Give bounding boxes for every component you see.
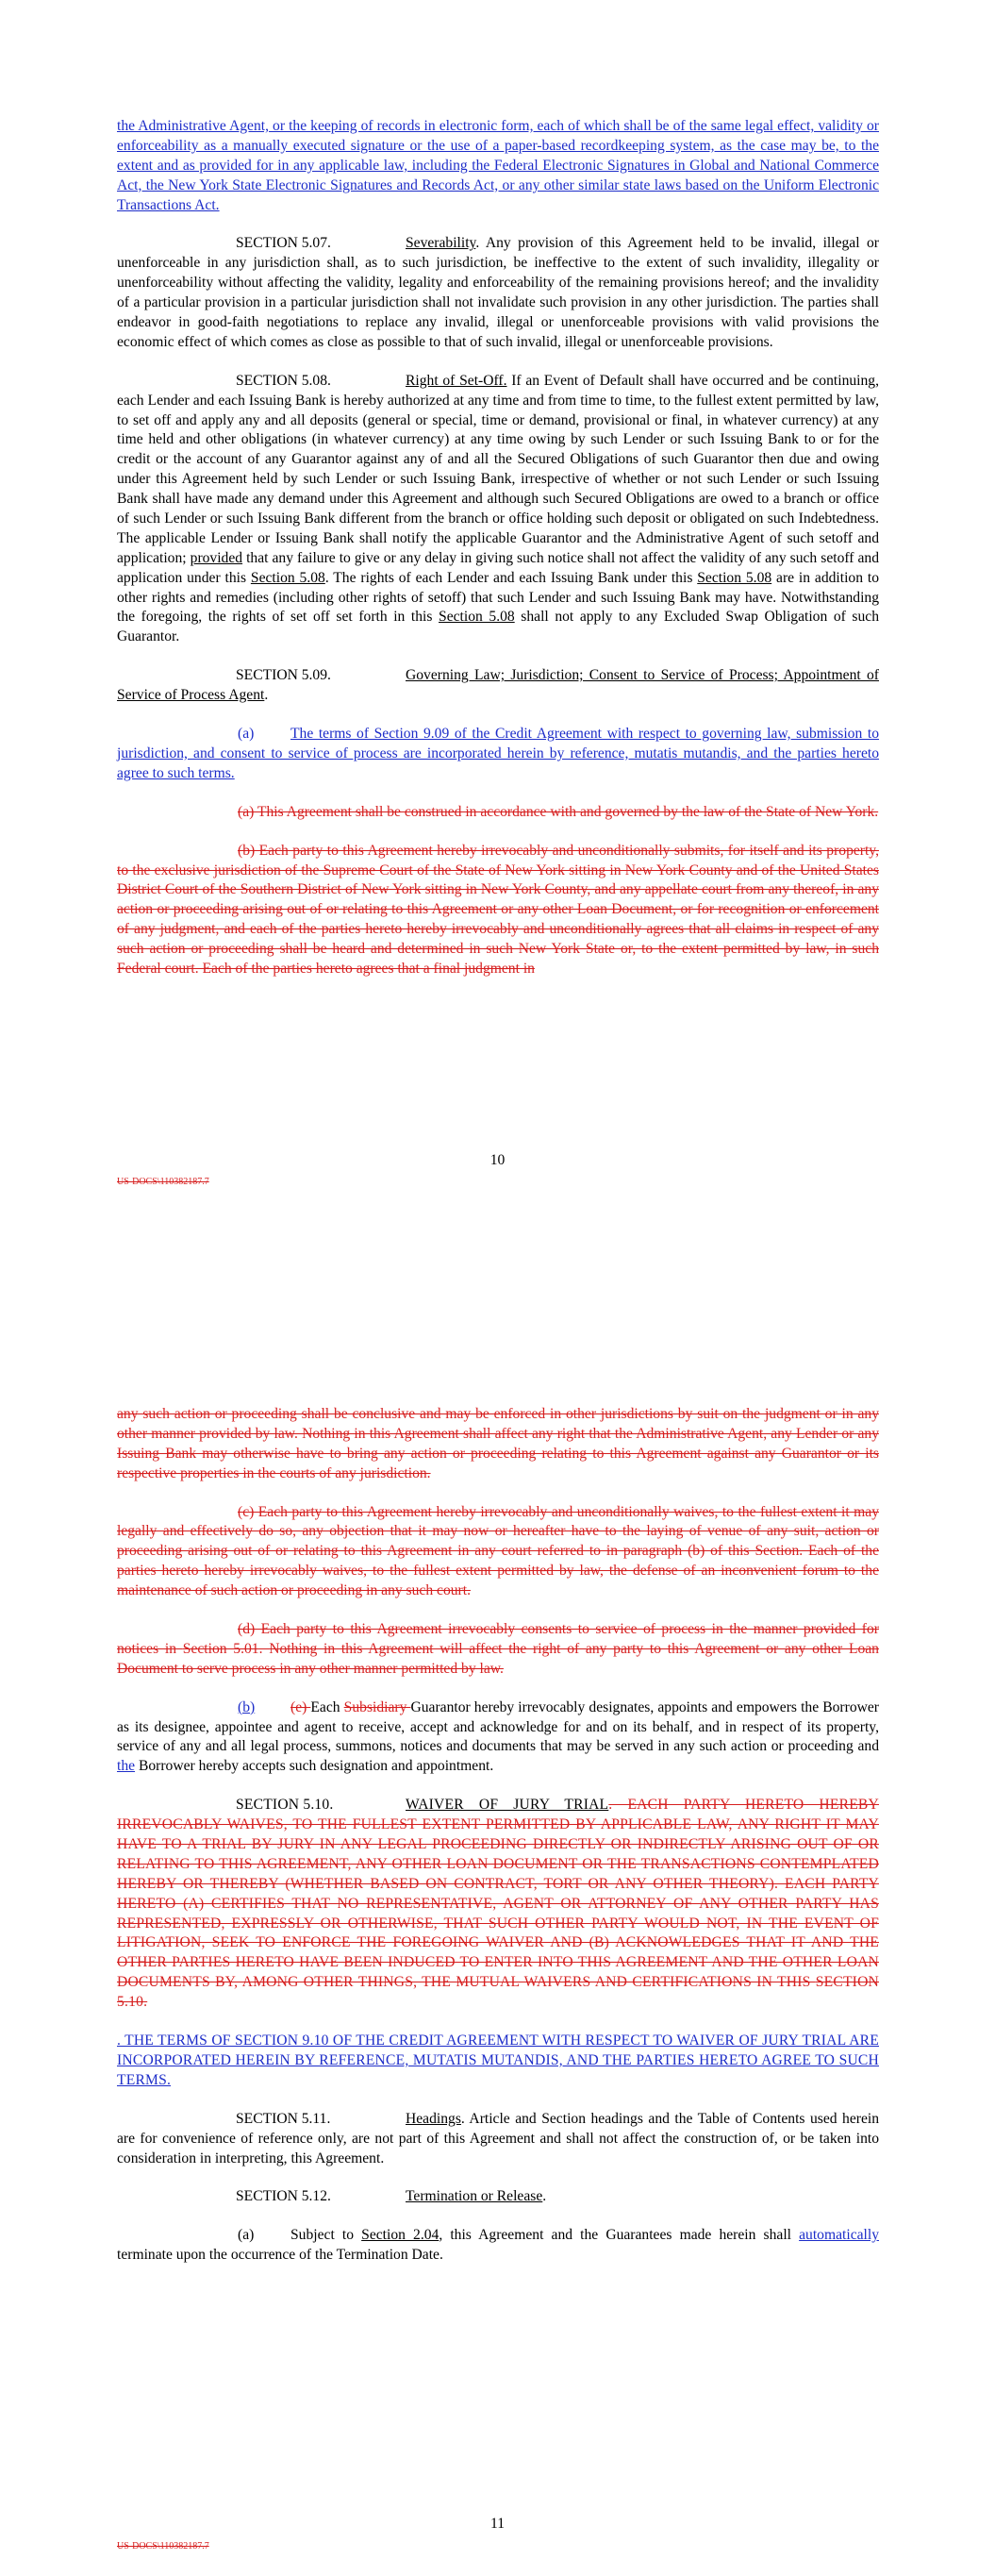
body-text: , this Agreement and the Guarantees made herein shall [439,2227,800,2244]
subsection-label [238,725,290,744]
deleted-text: (b) Each party to this Agreement hereby irrevocably and unconditionally submits, for itself and its property, to the exclusive jurisdiction of the Supreme Court of the State of New York sitting in New York County and of the United States District Court of the Southern District of New York sitting in New York County, and any appellate court from any thereof, in any action or proceeding arising out of or relating to this Agreement or any other Loan Document, or for recognition or enforcement of any judgment, and each of the parties hereto hereby irrevocably and unconditionally agrees that all claims in respect of any such action or proceeding shall be heard and determined in such New York State or, to the extent permitted by law, in such Federal court. Each of the parties hereto agrees that a final judgment in [117,842,879,977]
provided-term: provided [190,549,243,566]
inserted-label: (b) [238,1698,256,1715]
section-body: shall not apply to any Excluded Swap Obligation of such Guarantor. [117,609,879,645]
section-5-08 [117,372,879,647]
section-body: If an Event of Default shall have occurred and be continuing, each Lender and each Issuing Bank is hereby authorized at any time and from time to time, to the fullest extent permitted by law, to set off and apply any and all deposits (general or special, time or demand, provisional or final, in whatever currency) at any time held and other obligations (in whatever currency) at any time owing by such Lender or such Issuing Bank to or for the credit or the account of any Guarantor against any of and all the Secured Obligations of such Guarantor then due and owing under this Agreement held by such Lender or such Issuing Bank, irrespective of whether or not such Lender or such Issuing Bank shall have made any demand under this Agreement and although such Secured Obligations are owed to a branch or office of such Lender or such Issuing Bank different from the branch or office holding such deposit or obligated on such Indebtedness. The applicable Lender or Issuing Bank shall notify the applicable Guarantor and the Administrative Agent of such setoff and application; [117,372,879,566]
deleted-text: (a) This Agreement shall be construed in accordance with and governed by the law of the State of New York. [238,803,879,820]
section-number: SECTION 5.12. [236,2188,331,2205]
section-title: WAIVER OF JURY TRIAL [406,1797,609,1814]
subsection-label-text: (a) [238,726,255,743]
section-5-09-b-deleted [117,842,879,979]
document-id: US-DOCS\110382187.7 [117,1177,209,1187]
deleted-section-ref: Section 5.01 [182,1640,259,1657]
deleted-section-ref: SECTION 5.10 [117,1974,879,2011]
section-title-end: . [542,2188,547,2205]
inserted-text: The terms of Section 9.09 of the Credit Agreement with respect to governing law, submission to jurisdiction, and consent to service of process are incorporated herein by reference, mutatis mutandis, and the parties hereto agree to such terms. [117,726,879,781]
section-number: SECTION 5.09. [236,667,331,684]
body-text: Subject to [290,2227,362,2244]
section-ref: Section 5.08 [250,569,325,586]
intro-paragraph [117,117,879,215]
deleted-text: . EACH PARTY HERETO HEREBY IRREVOCABLY WAIVES, TO THE FULLEST EXTENT PERMITTED BY APPLICABLE LAW, ANY RIGHT IT MAY HAVE TO A TRIAL BY JURY IN ANY LEGAL PROCEEDING DIRECTLY OR INDIRECTLY ARISING OUT OF OR RELATING TO THIS AGREEMENT, ANY OTHER LOAN DOCUMENT OR THE TRANSACTIONS CONTEMPLATED HEREBY OR THEREBY (WHETHER BASED ON CONTRACT, TORT OR ANY OTHER THEORY). EACH PARTY HERETO (A) CERTIFIES THAT NO REPRESENTATIVE, AGENT OR ATTORNEY OF ANY OTHER PARTY HAS REPRESENTED, EXPRESSLY OR OTHERWISE, THAT SUCH OTHER PARTY WOULD NOT, IN THE EVENT OF LITIGATION, SEEK TO ENFORCE THE FOREGOING WAIVER AND (B) ACKNOWLEDGES THAT IT AND THE OTHER PARTIES HERETO HAVE BEEN INDUCED TO ENTER INTO THIS AGREEMENT AND THE OTHER LOAN DOCUMENTS BY, AMONG OTHER THINGS, THE MUTUAL WAIVERS AND CERTIFICATIONS IN THIS [117,1797,879,1991]
page-11-body [117,1405,879,2284]
section-body: . Article and Section headings and the Table of Contents used herein are for convenience of reference only, are not part of this Agreement and shall not affect the construction of, or be taken into consideration in interpreting, this Agreement. [117,2110,879,2166]
subsection-label [238,1698,290,1718]
section-body: . The rights of each Lender and each Issuing Bank under this [324,569,698,586]
section-number: SECTION 5.08. [236,372,331,389]
section-5-10 [117,1796,879,2013]
page-number: 10 [489,1152,506,1168]
section-5-07 [117,234,879,352]
section-5-11 [117,2110,879,2169]
page-11 [0,1288,995,2576]
section-number: SECTION 5.11. [236,2110,331,2127]
section-5-12-a [117,2226,879,2266]
inserted-word: automatically [799,2227,879,2244]
section-5-09-a-deleted [117,803,879,823]
section-title-end: . [264,687,269,704]
deleted-text: (d) Each party to this Agreement irrevocably consents to service of process in the manner provided for notices in [117,1621,879,1657]
section-title: Headings [406,2110,461,2127]
section-ref: Section 5.08 [439,609,515,626]
section-ref: Section 5.08 [697,569,772,586]
section-title: Right of Set-Off. [406,372,507,389]
section-5-09-a-inserted [117,725,879,784]
section-number: SECTION 5.10. [236,1797,334,1814]
inserted-text: . THE TERMS OF SECTION 9.10 OF THE CREDIT AGREEMENT WITH RESPECT TO WAIVER OF JURY TRIAL ARE INCORPORATED HEREIN BY REFERENCE, MUTATIS MUTANDIS, AND THE PARTIES HERETO AGREE TO SUCH TERMS. [117,2032,879,2088]
section-title: Severability [406,235,476,252]
inserted-word: the [117,1758,136,1775]
body-text: Each [310,1698,344,1715]
section-body: are in addition to other rights and remedies (including other rights of setoff) that such Lender and such Issuing Bank may have. Notwithstanding the foregoing, the rights of set off set forth in this [117,569,879,626]
section-5-09-c-deleted [117,1503,879,1601]
deleted-text: (c) Each party to this Agreement hereby irrevocably and unconditionally waives, to the fullest extent it may legally and effectively do so, any objection that it may now or hereafter have to the laying of venue of any suit, action or proceeding arising out of or relating to this Agreement in any court referred to in paragraph (b) of this Section. Each of the parties hereto hereby irrevocably waives, to the fullest extent permitted by law, the defense of an inconvenient forum to the maintenance of such action or proceeding in any such court. [117,1503,879,1599]
body-text: Borrower hereby accepts such designation and appointment. [135,1758,494,1775]
section-5-09-b-continued-deleted [117,1405,879,1484]
section-5-12 [117,2187,879,2207]
section-body: . Any provision of this Agreement held to be invalid, illegal or unenforceable in any jurisdiction shall, as to such jurisdiction, be ineffective to the extent of such invalidity, illegality or unenforceability without affecting the validity, legality and enforceability of the remaining provisions hereof; and the invalidity of a particular provision in a particular jurisdiction shall not invalidate such provision in any other jurisdiction. The parties shall endeavor in good-faith negotiations to replace any invalid, illegal or unenforceable provisions with valid provisions the economic effect of which comes as close as possible to that of such invalid, illegal or unenforceable provisions. [117,235,879,350]
body-text: terminate upon the occurrence of the Termination Date. [117,2247,443,2264]
section-5-09-b-process-agent [117,1698,879,1778]
deleted-text: . Nothing in this Agreement will affect the right of any party to this Agreement or any other Loan Document to serve process in any other manner permitted by law. [117,1640,879,1677]
deleted-text: any such action or proceeding shall be conclusive and may be enforced in other jurisdictions by suit on the judgment or in any other manner provided by law. Nothing in this Agreement shall affect any right that the Administrative Agent, any Lender or any Issuing Bank may otherwise have to bring any action or proceeding relating to this Agreement against any Guarantor or its respective properties in the courts of any jurisdiction. [117,1406,879,1481]
deleted-text: . [143,1994,148,2011]
subsection-label-text: (a) [238,2227,255,2244]
section-title: Governing Law; Jurisdiction; Consent to Service of Process; Appointment of Service of Process Agent [117,667,879,704]
inserted-text: the Administrative Agent, or the keeping of records in electronic form, each of which shall be of the same legal effect, validity or enforceability as a manually executed signature or the use of a paper-based recordkeeping system, as the case may be, to the extent and as provided for in any applicable law, including the Federal Electronic Signatures in Global and National Commerce Act, the New York State Electronic Signatures and Records Act, or any other similar state laws based on the Uniform Electronic Transactions Act. [117,118,879,213]
section-5-10-inserted [117,2032,879,2091]
subsection-label [238,2226,290,2246]
deleted-word: Subsidiary [343,1698,411,1715]
section-number: SECTION 5.07. [236,235,331,252]
page-10-body [117,117,879,998]
section-body: that any failure to give or any delay in giving such notice shall not affect the validity of any such setoff and application under this [117,549,879,586]
document-id: US-DOCS\110382187.7 [117,2541,209,2551]
page-number: 11 [489,2516,505,2532]
deleted-label: (e) [290,1698,311,1715]
section-5-09 [117,666,879,706]
body-text: Guarantor hereby irrevocably designates, appoints and empowers the Borrower as its designee, appointee and agent to receive, accept and acknowledge for and on its behalf, and in respect of its property, service of any and all legal process, summons, notices and documents that may be served in any such action or proceeding and [117,1698,879,1755]
section-title: Termination or Release [406,2188,543,2205]
section-ref: Section 2.04 [361,2227,439,2244]
section-5-09-d-deleted [117,1620,879,1680]
